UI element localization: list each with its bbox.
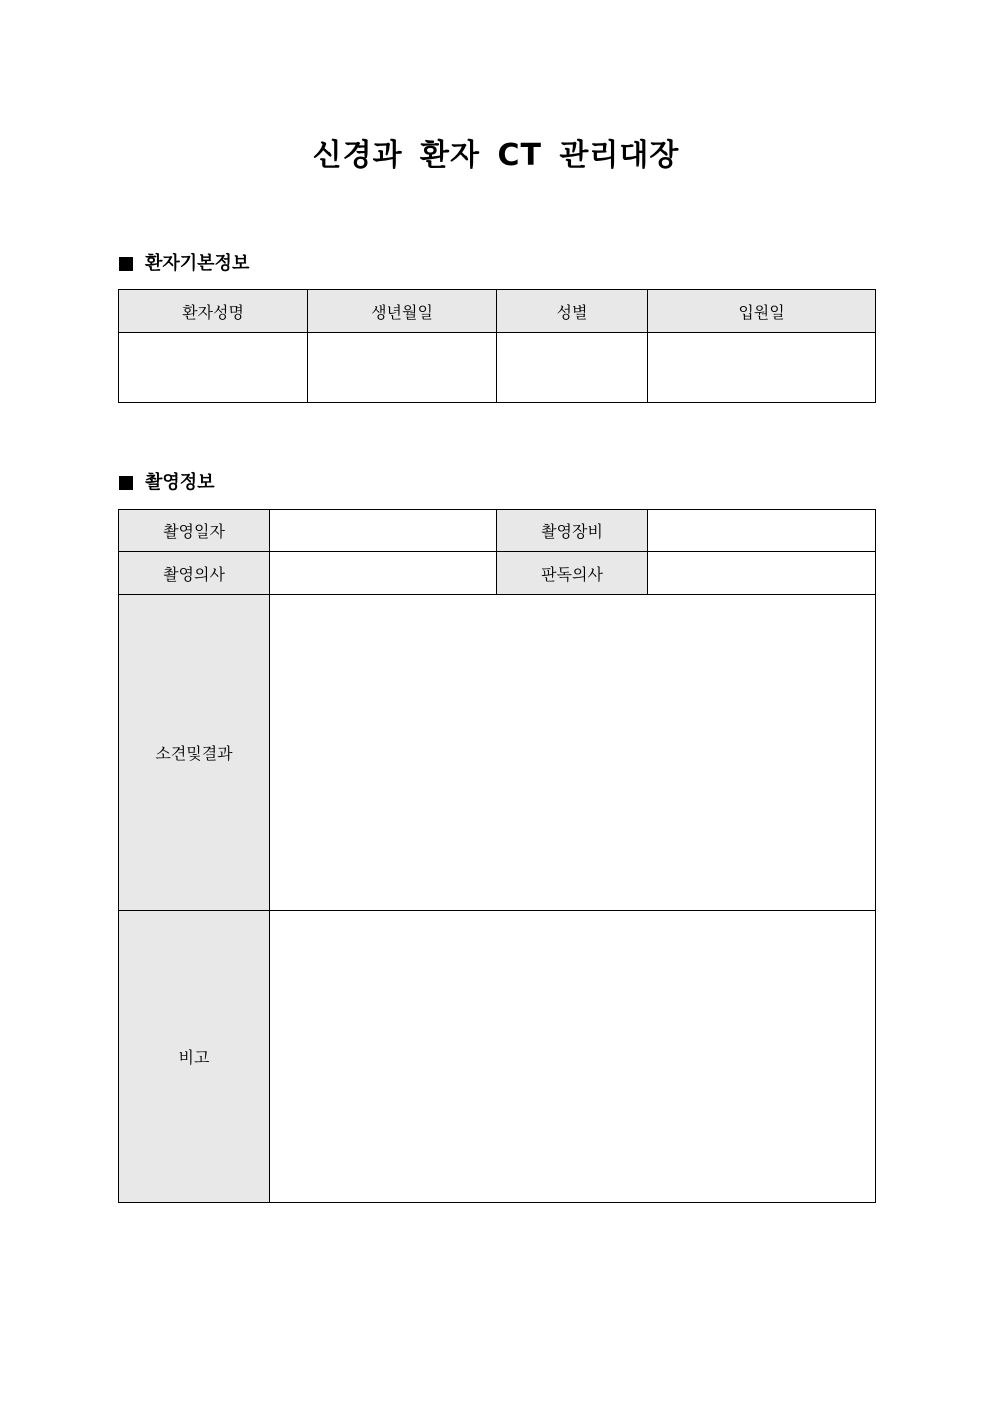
label-imaging-doctor: 촬영의사 (119, 552, 270, 595)
reading-doctor-field[interactable] (648, 552, 876, 595)
patient-info-table (118, 289, 876, 403)
square-bullet-icon (119, 257, 133, 271)
findings-field[interactable] (270, 595, 876, 911)
label-imaging-equipment: 촬영장비 (497, 510, 648, 552)
imaging-equipment-field[interactable] (648, 510, 876, 552)
table-row (119, 911, 876, 1203)
label-imaging-date: 촬영일자 (119, 510, 270, 552)
birth-date-field[interactable] (308, 333, 497, 403)
table-row (119, 510, 876, 552)
header-gender: 성별 (497, 290, 648, 333)
section-heading-imaging-info (119, 470, 215, 496)
gender-field[interactable] (497, 333, 648, 403)
imaging-doctor-field[interactable] (270, 552, 497, 595)
section-heading-patient-info (119, 251, 249, 277)
header-patient-name: 환자성명 (119, 290, 308, 333)
admission-date-field[interactable] (648, 333, 876, 403)
page-title: 신경과 환자 CT 관리대장 (312, 138, 680, 173)
header-admission-date: 입원일 (648, 290, 876, 333)
label-reading-doctor: 판독의사 (497, 552, 648, 595)
table-row (119, 552, 876, 595)
imaging-info-table (118, 509, 876, 1203)
table-header-row (119, 290, 876, 333)
label-remarks: 비고 (119, 911, 270, 1203)
imaging-date-field[interactable] (270, 510, 497, 552)
remarks-field[interactable] (270, 911, 876, 1203)
patient-name-field[interactable] (119, 333, 308, 403)
square-bullet-icon (119, 476, 133, 490)
table-row (119, 333, 876, 403)
header-birth-date: 생년월일 (308, 290, 497, 333)
section-heading-label: 환자기본정보 (145, 253, 250, 274)
table-row (119, 595, 876, 911)
section-heading-label: 촬영정보 (145, 472, 215, 493)
label-findings: 소견및결과 (119, 595, 270, 911)
